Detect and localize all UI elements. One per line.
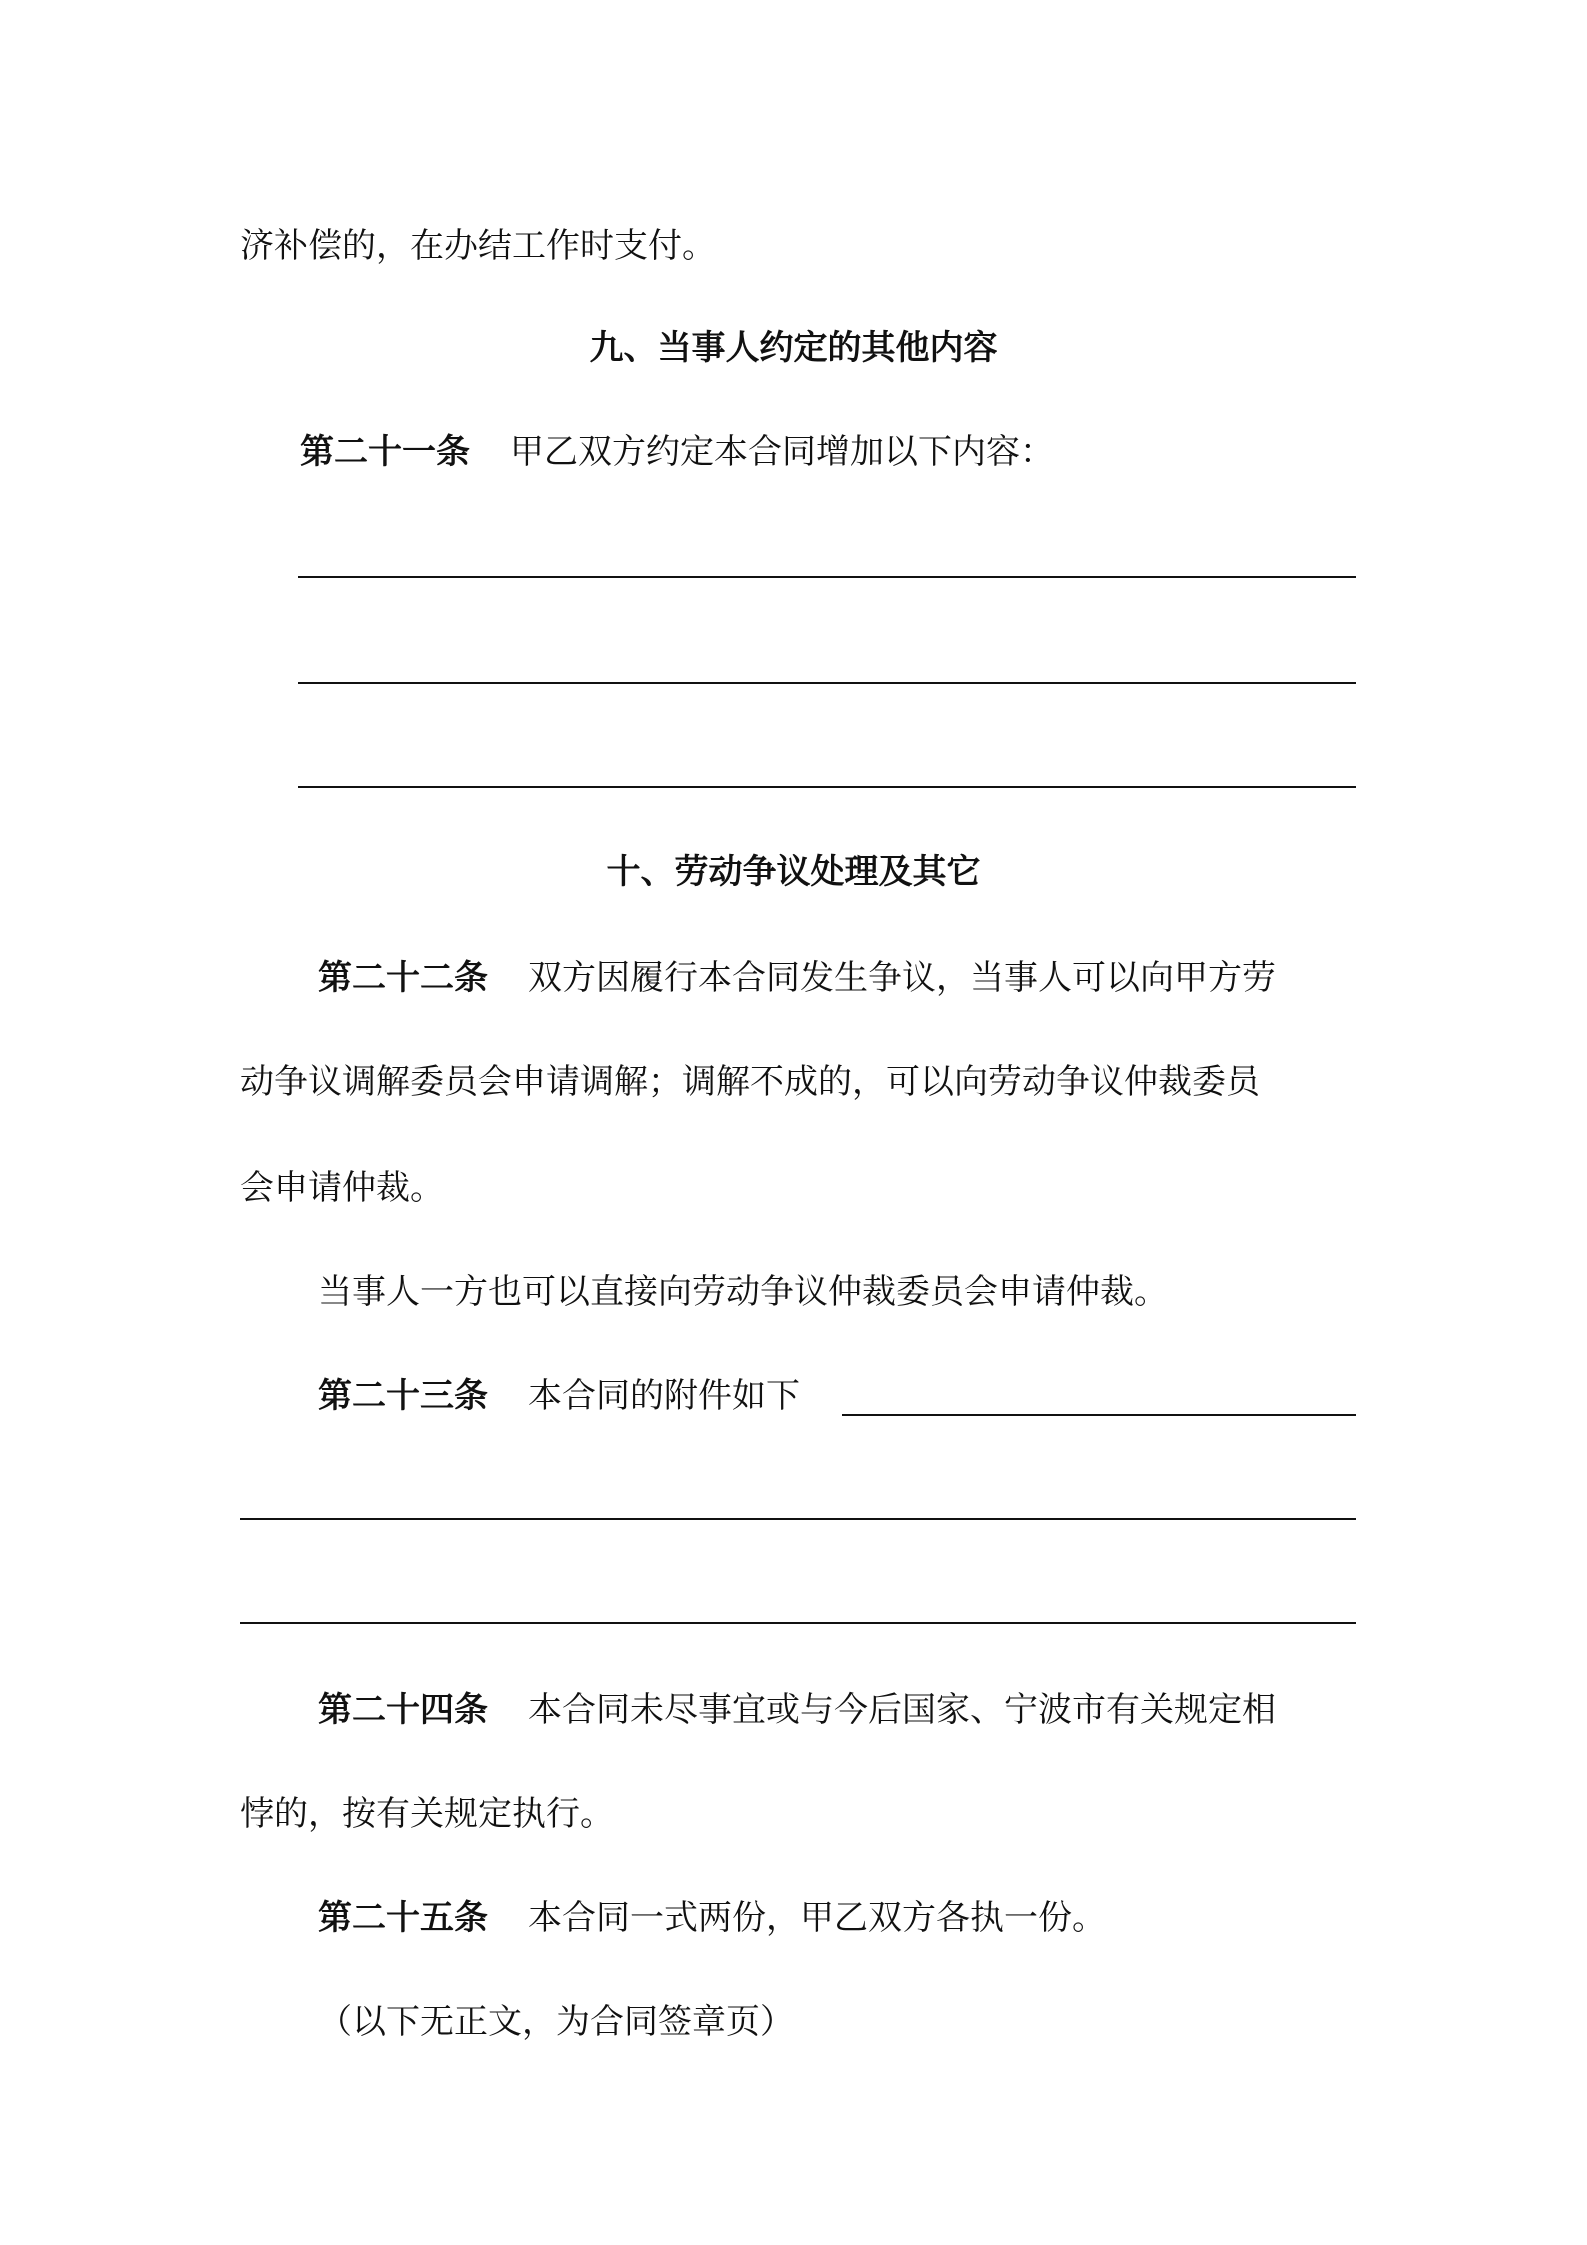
- section-heading-10: 十、劳动争议处理及其它: [606, 852, 981, 892]
- blank-fill-line: [240, 1622, 1356, 1624]
- article-24-line-2: 悖的，按有关规定执行。: [240, 1794, 614, 1834]
- article-24-label: 第二十四条: [318, 1690, 488, 1730]
- article-25: [318, 1898, 1106, 1938]
- article-23: [318, 1376, 800, 1416]
- article-21-label: 第二十一条: [300, 432, 470, 472]
- section-heading-9: 九、当事人约定的其他内容: [589, 328, 998, 368]
- blank-fill-line: [298, 786, 1356, 788]
- end-note: （以下无正文，为合同签章页）: [318, 2002, 794, 2042]
- article-24-line-1: [318, 1690, 1276, 1730]
- article-21-text: 甲乙双方约定本合同增加以下内容：: [510, 432, 1054, 472]
- article-25-label: 第二十五条: [318, 1898, 488, 1938]
- article-22-paragraph-2: 当事人一方也可以直接向劳动争议仲裁委员会申请仲裁。: [318, 1272, 1168, 1312]
- article-22-label: 第二十二条: [318, 958, 488, 998]
- paragraph-continuation: 济补偿的，在办结工作时支付。: [240, 226, 716, 266]
- article-25-text: 本合同一式两份，甲乙双方各执一份。: [528, 1898, 1106, 1938]
- article-24-text: 本合同未尽事宜或与今后国家、宁波市有关规定相: [528, 1690, 1276, 1730]
- article-22-line-3: 会申请仲裁。: [240, 1168, 444, 1208]
- article-21: [300, 432, 1054, 472]
- article-22-line-1: [318, 958, 1276, 998]
- article-22-text: 双方因履行本合同发生争议，当事人可以向甲方劳: [528, 958, 1276, 998]
- article-23-label: 第二十三条: [318, 1376, 488, 1416]
- blank-fill-line: [842, 1414, 1356, 1416]
- blank-fill-line: [298, 576, 1356, 578]
- article-22-line-2: 动争议调解委员会申请调解；调解不成的，可以向劳动争议仲裁委员: [240, 1062, 1260, 1102]
- article-23-text: 本合同的附件如下: [528, 1376, 800, 1416]
- blank-fill-line: [298, 682, 1356, 684]
- blank-fill-line: [240, 1518, 1356, 1520]
